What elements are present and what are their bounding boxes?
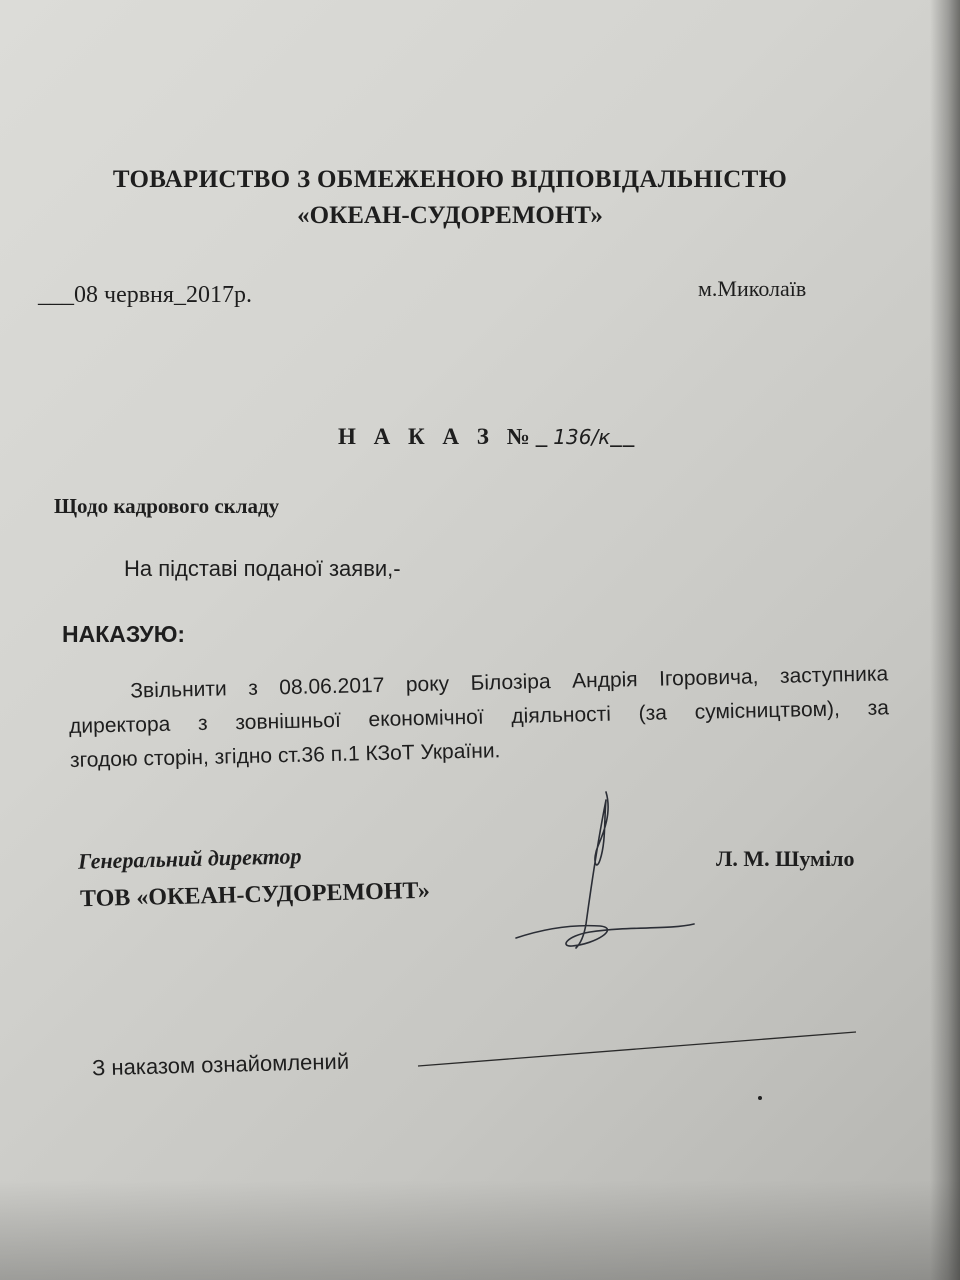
order-number-handwritten: 136/к [553, 425, 611, 449]
body-word: економічної [368, 705, 484, 732]
body-word: Ігоровича, [658, 665, 759, 691]
page-edge-shadow [930, 0, 960, 1280]
signatory-title: Генеральний директор [77, 843, 302, 874]
body-word: заступника [779, 662, 889, 688]
ink-dot [758, 1096, 762, 1100]
signatory-company: ТОВ «ОКЕАН-СУДОРЕМОНТ» [79, 877, 431, 913]
page-bottom-shadow [0, 1180, 960, 1280]
company-name: ТОВАРИСТВО З ОБМЕЖЕНОЮ ВІДПОВІДАЛЬНІСТЮ [112, 166, 788, 193]
order-city: м.Миколаїв [698, 276, 807, 301]
decree-label: НАКАЗУЮ: [62, 621, 186, 647]
body-word: директора [68, 712, 171, 738]
order-suffix: __ [610, 424, 636, 449]
body-word: Андрія [571, 668, 638, 693]
body-word: сумісництвом), [694, 697, 841, 724]
body-word: зовнішньої [235, 708, 342, 735]
order-subject: Щодо кадрового складу [54, 494, 280, 518]
body-word: року [405, 672, 450, 697]
acknowledgement-label: З наказом ознайомлений [91, 1048, 350, 1081]
body-word: з [197, 711, 208, 736]
body-line-3: згодою сторін, згідно ст.36 п.1 КЗоТ України. [69, 739, 501, 772]
company-quoted-name: «ОКЕАН-СУДОРЕМОНТ» [297, 202, 603, 229]
body-word: Білозіра [470, 670, 551, 695]
director-signature [516, 792, 694, 948]
body-word: з [247, 676, 259, 700]
order-prefix: Н А К А З №_ [338, 424, 554, 449]
signatory-name: Л. М. Шуміло [716, 846, 855, 871]
body-word: Звільнити [130, 677, 227, 703]
order-basis: На підставі поданої заяви,- [124, 556, 401, 581]
body-word: 08.06.2017 [279, 673, 385, 700]
body-word: за [867, 696, 890, 720]
order-date: ___08 червня_2017р. [38, 282, 252, 308]
acknowledgement-signature-line [418, 1032, 856, 1066]
body-word: (за [638, 701, 668, 726]
body-word: діяльності [511, 702, 612, 728]
